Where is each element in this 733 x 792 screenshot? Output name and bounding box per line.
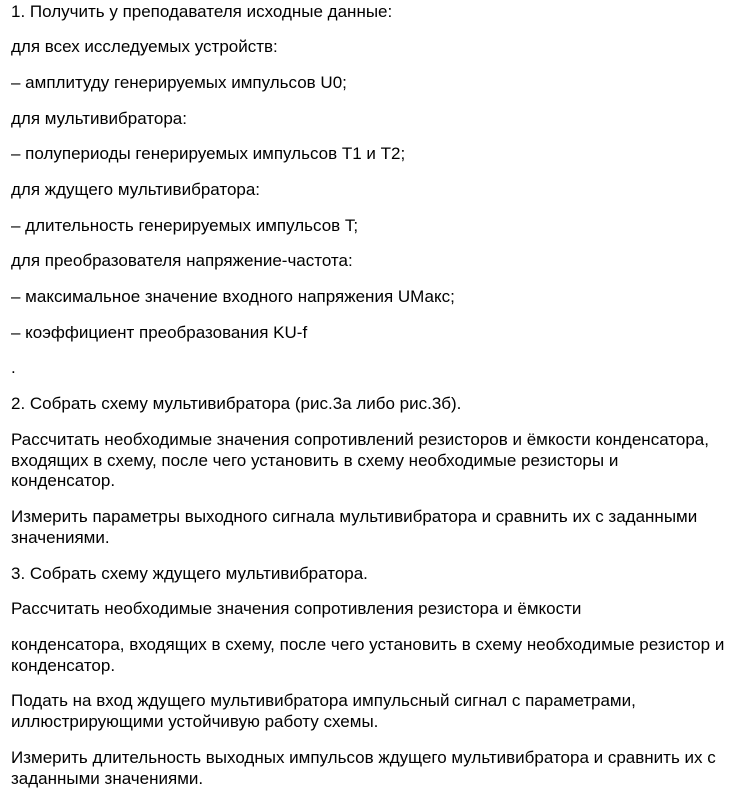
paragraph-coefficient: – коэффициент преобразования KU-f <box>11 323 308 342</box>
paragraph-all-devices: для всех исследуемых устройств: <box>11 37 278 56</box>
paragraph-calc-resistor: Рассчитать необходимые значения сопротивления резистора и ёмкости <box>11 599 582 618</box>
paragraph-half-periods: – полупериоды генерируемых импульсов T1 и T2; <box>11 144 406 163</box>
paragraph-input-signal: Подать на вход ждущего мультивибратора импульсный сигнал с параметрами, иллюстрирующими устойчивую работу схемы. <box>11 691 636 731</box>
paragraph-capacitor: конденсатора, входящих в схему, после чего установить в схему необходимые резистор и конденсатор. <box>11 635 725 675</box>
paragraph-step-1: 1. Получить у преподавателя исходные данные: <box>11 2 393 21</box>
paragraph-converter: для преобразователя напряжение-частота: <box>11 251 353 270</box>
paragraph-monostable: для ждущего мультивибратора: <box>11 180 261 199</box>
paragraph-period: . <box>11 358 16 377</box>
paragraph-measure-duration: Измерить длительность выходных импульсов ждущего мультивибратора и сравнить их с заданными значениями. <box>11 748 716 788</box>
paragraph-step-3: 3. Собрать схему ждущего мультивибратора. <box>11 564 368 583</box>
paragraph-step-2: 2. Собрать схему мультивибратора (рис.3а либо рис.3б). <box>11 394 462 413</box>
paragraph-amplitude: – амплитуду генерируемых импульсов U0; <box>11 73 347 92</box>
paragraph-measure-multivibrator: Измерить параметры выходного сигнала мультивибратора и сравнить их с заданными значениями. <box>11 507 698 547</box>
paragraph-calc-resistors: Рассчитать необходимые значения сопротивлений резисторов и ёмкости конденсатора, входящих в схему, после чего установить в схему необходимые резисторы и конденсатор. <box>11 430 709 490</box>
paragraph-max-voltage: – максимальное значение входного напряжения UМакс; <box>11 287 455 306</box>
paragraph-duration: – длительность генерируемых импульсов T; <box>11 216 359 235</box>
paragraph-multivibrator: для мультивибратора: <box>11 109 187 128</box>
